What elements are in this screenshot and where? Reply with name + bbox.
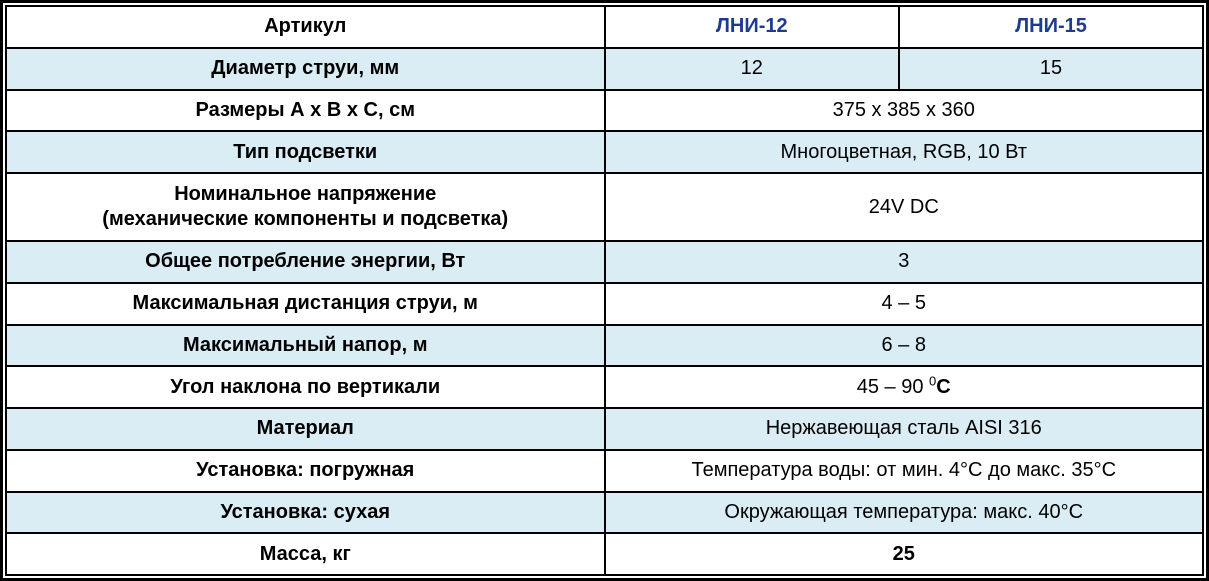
row-angle-label: Угол наклона по вертикали	[6, 366, 605, 408]
model-lni-12: ЛНИ-12	[605, 6, 899, 48]
spec-table	[5, 5, 1204, 576]
row-install-dry-label: Установка: сухая	[6, 492, 605, 534]
row-power	[6, 241, 1203, 283]
row-distance-label: Максимальная дистанция струи, м	[6, 283, 605, 325]
row-angle-value-main: 45 – 90	[856, 375, 930, 398]
row-lighting	[6, 131, 1203, 173]
model-lni-15: ЛНИ-15	[899, 6, 1203, 48]
row-angle	[6, 366, 1203, 408]
row-dimensions-label: Размеры А х В х С, см	[6, 90, 605, 132]
row-voltage-label-line1: Номинальное напряжение	[174, 183, 437, 205]
row-head-label: Максимальный напор, м	[6, 325, 605, 367]
row-weight	[6, 533, 1203, 575]
row-power-label: Общее потребление энергии, Вт	[6, 241, 605, 283]
row-voltage	[6, 173, 1203, 241]
row-diameter-value-lni15: 15	[899, 48, 1203, 90]
row-lighting-value: Многоцветная, RGB, 10 Вт	[605, 131, 1204, 173]
row-install-submersible-value: Температура воды: от мин. 4°С до макс. 35°С	[605, 450, 1204, 492]
row-voltage-value: 24V DC	[605, 173, 1204, 241]
row-angle-value-unit: С	[936, 375, 951, 398]
row-head-value: 6 – 8	[605, 325, 1204, 367]
row-power-value: 3	[605, 241, 1204, 283]
row-distance-value: 4 – 5	[605, 283, 1204, 325]
row-lighting-label: Тип подсветки	[6, 131, 605, 173]
row-material-value: Нержавеющая сталь AISI 316	[605, 408, 1204, 450]
row-diameter	[6, 48, 1203, 90]
row-install-submersible-label: Установка: погружная	[6, 450, 605, 492]
row-diameter-label: Диаметр струи, мм	[6, 48, 605, 90]
row-weight-value: 25	[605, 533, 1204, 575]
row-dimensions-value: 375 х 385 х 360	[605, 90, 1204, 132]
row-install-dry	[6, 492, 1203, 534]
row-voltage-label	[6, 173, 605, 241]
row-head	[6, 325, 1203, 367]
row-material-label: Материал	[6, 408, 605, 450]
row-angle-value	[605, 366, 1204, 408]
row-voltage-label-line2: (механические компоненты и подсветка)	[102, 208, 509, 230]
row-weight-label: Масса, кг	[6, 533, 605, 575]
row-dimensions	[6, 90, 1203, 132]
row-angle-value-superscript: 0	[929, 372, 937, 388]
row-article-label: Артикул	[6, 6, 605, 48]
row-install-dry-value: Окружающая температура: макс. 40°С	[605, 492, 1204, 534]
row-install-submersible	[6, 450, 1203, 492]
row-distance	[6, 283, 1203, 325]
row-article	[6, 6, 1203, 48]
row-material	[6, 408, 1203, 450]
row-diameter-value-lni12: 12	[605, 48, 899, 90]
